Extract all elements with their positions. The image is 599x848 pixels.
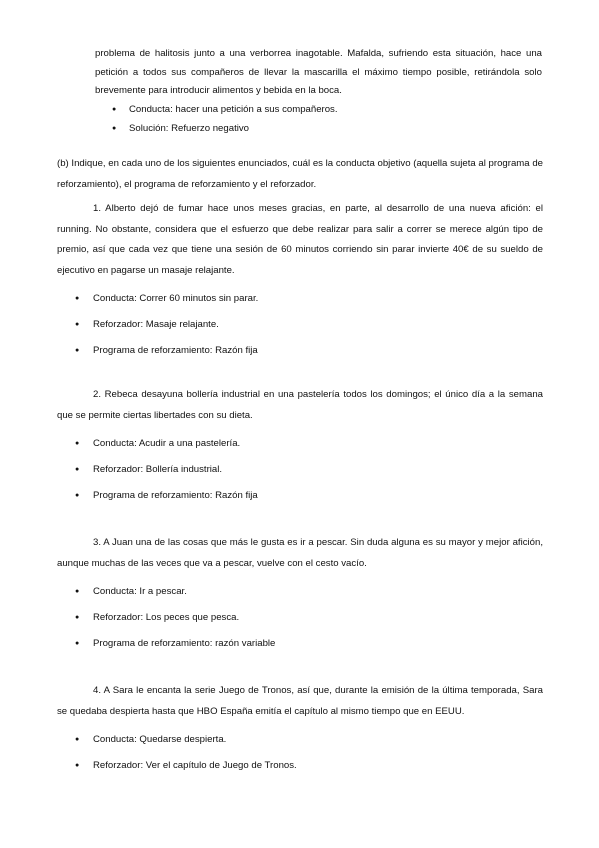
list-item: ● Reforzador: Ver el capítulo de Juego de Tronos. [57, 753, 543, 779]
answer-list [57, 286, 543, 364]
top-bullet-list [112, 101, 338, 138]
list-item: ● Conducta: Correr 60 minutos sin parar. [57, 286, 543, 312]
exercise-2 [57, 385, 543, 509]
exercise-3 [57, 533, 543, 657]
list-item: ● Programa de reforzamiento: Razón fija [57, 483, 543, 509]
list-item: ● Conducta: hacer una petición a sus compañeros. [112, 101, 338, 120]
answer-list [57, 579, 543, 657]
list-item: ● Reforzador: Bollería industrial. [57, 457, 543, 483]
answer-list [57, 727, 543, 779]
list-item: ● Programa de reforzamiento: razón variable [57, 631, 543, 657]
continued-paragraph: problema de halitosis junto a una verborrea inagotable. Mafalda, sufriendo esta situación, hace una petición a todos sus compañeros de llevar la mascarilla el máximo tiempo posible, retirándola solo brevemente para introducir alimentos y bebida en la boca. [95, 48, 542, 96]
exercise-1 [57, 199, 543, 364]
list-item: ● Conducta: Ir a pescar. [57, 579, 543, 605]
exercise-4 [57, 681, 543, 779]
exercise-text: 1. Alberto dejó de fumar hace unos meses gracias, en parte, al desarrollo de una nueva afición: el running. No obstante, considera que el esfuerzo que debe realizar para salir a correr se merece algún tipo de premio, así que cada vez que tiene una sesión de 60 minutos corriendo sin parar invierte 40€ de su sueldo de ejecutivo en pagarse un masaje relajante. [57, 203, 543, 276]
exercise-text: 4. A Sara le encanta la serie Juego de Tronos, así que, durante la emisión de la última temporada, Sara se quedaba despierta hasta que HBO España emitía el capítulo al mismo tiempo que en EEUU. [57, 685, 543, 717]
exercise-text: 2. Rebeca desayuna bollería industrial en una pastelería todos los domingos; el único día a la semana que se permite ciertas libertades con su dieta. [57, 389, 543, 421]
list-item: ● Conducta: Quedarse despierta. [57, 727, 543, 753]
list-item: ● Reforzador: Los peces que pesca. [57, 605, 543, 631]
list-item: ● Conducta: Acudir a una pastelería. [57, 431, 543, 457]
list-item: ● Solución: Refuerzo negativo [112, 120, 338, 139]
list-item: ● Reforzador: Masaje relajante. [57, 312, 543, 338]
answer-list [57, 431, 543, 509]
question-b: (b) Indique, en cada uno de los siguientes enunciados, cuál es la conducta objetivo (aquella sujeta al programa de reforzamiento), el programa de reforzamiento y el reforzador. [57, 158, 543, 190]
list-item: ● Programa de reforzamiento: Razón fija [57, 338, 543, 364]
exercise-text: 3. A Juan una de las cosas que más le gusta es ir a pescar. Sin duda alguna es su mayor y mejor afición, aunque muchas de las veces que va a pescar, vuelve con el cesto vacío. [57, 537, 543, 569]
